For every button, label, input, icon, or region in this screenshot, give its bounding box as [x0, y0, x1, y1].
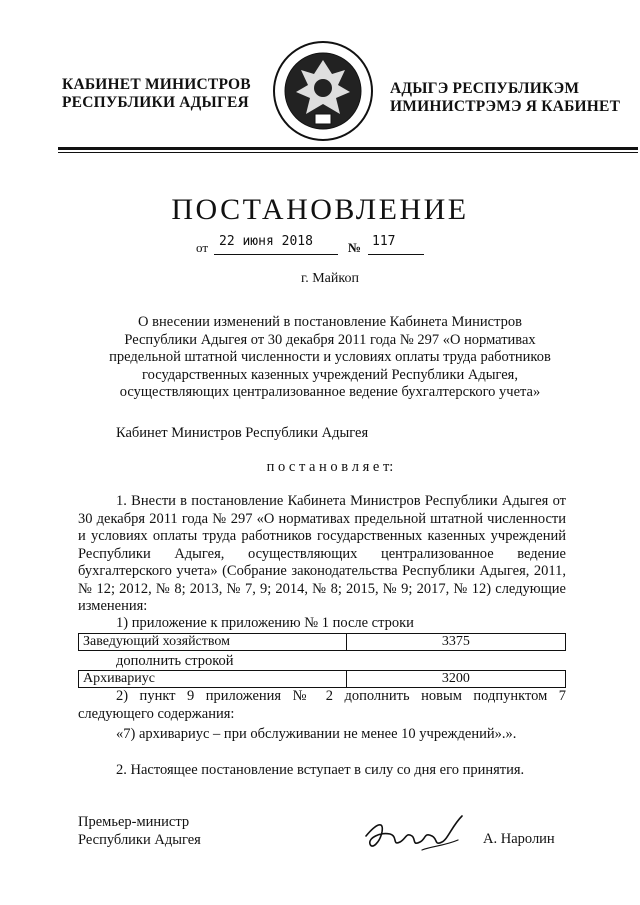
add-rows-text: дополнить строкой: [116, 653, 234, 669]
number-underline: [368, 254, 424, 255]
document-title: ПОСТАНОВЛЕНИЕ: [171, 193, 469, 226]
header-divider-thin: [58, 152, 638, 153]
subject-line: О внесении изменений в постановление Кабинета Министров: [138, 314, 522, 330]
org-name-adyghe-line2: ИМИНИСТРЭМЭ Я КАБИНЕТ: [390, 98, 621, 115]
paragraph-1: 1. Внести в постановление Кабинета Министров Республики Адыгея от 30 декабря 2011 года № 297 «О нормативах предельной штатной численности и условиях оплаты труда работников государственных казенных учреждений Республики Адыгея, осуществляющих централизованное ведение бухгалтерского учета» (Собрание законодательства Республики Адыгея, 2011, № 12; 2012, № 8; 2013, № 7, 9; 2014, № 8; 2015, № 9; 2017, № 12) следующие изменения:: [78, 493, 566, 614]
number-prefix: №: [348, 240, 362, 255]
org-name-russian-line2: РЕСПУБЛИКИ АДЫГЕЯ: [62, 94, 249, 111]
subject-line: Республики Адыгея от 30 декабря 2011 года № 297 «О нормативах: [124, 331, 536, 348]
signer-position-line2: Республики Адыгея: [78, 831, 201, 848]
signer-name: А. Наролин: [483, 831, 555, 847]
table-cell-value: 3200: [346, 671, 565, 688]
date-underline: [214, 254, 338, 255]
signer-position: [78, 814, 201, 849]
number-value: 117: [372, 234, 396, 249]
table-cell-name: Архивариус: [79, 671, 347, 688]
handwritten-signature: [362, 806, 472, 858]
table-cell-name: Заведующий хозяйством: [79, 634, 347, 651]
org-name-russian: [62, 76, 251, 112]
paragraph-2: 2. Настоящее постановление вступает в силу со дня его принятия.: [116, 762, 525, 778]
table-row-2: [78, 670, 566, 688]
org-name-russian-line1: КАБИНЕТ МИНИСТРОВ: [62, 76, 251, 93]
table-row-1: [78, 633, 566, 651]
subitem-2: 2) пункт 9 приложения № 2 дополнить новым подпунктом 7 следующего содержания:: [78, 688, 566, 722]
decrees: п о с т а н о в л я е т:: [266, 459, 394, 475]
issuer: Кабинет Министров Республики Адыгея: [116, 425, 369, 441]
subject-block: [60, 314, 600, 402]
org-name-adyghe-line1: АДЫГЭ РЕСПУБЛИКЭМ: [390, 80, 580, 97]
signer-position-line1: Премьер-министр: [78, 814, 190, 830]
date-prefix: от: [196, 240, 209, 255]
header-divider-thick: [58, 147, 638, 150]
subject-line: предельной штатной численности и условиях оплаты труда работников: [109, 349, 551, 365]
city: г. Майкоп: [301, 271, 359, 286]
date-value: 22 июня 2018: [219, 234, 313, 249]
subject-line: государственных казенных учреждений Республики Адыгея,: [142, 366, 518, 383]
table-cell-value: 3375: [346, 634, 565, 651]
quote: «7) архивариус – при обслуживании не менее 10 учреждений».».: [116, 726, 517, 742]
org-name-adyghe: [390, 80, 620, 116]
subitem-1: 1) приложение к приложению № 1 после строки: [116, 615, 414, 631]
subject-line: осуществляющих централизованное ведение бухгалтерского учета»: [119, 384, 541, 400]
state-emblem: [272, 40, 374, 142]
